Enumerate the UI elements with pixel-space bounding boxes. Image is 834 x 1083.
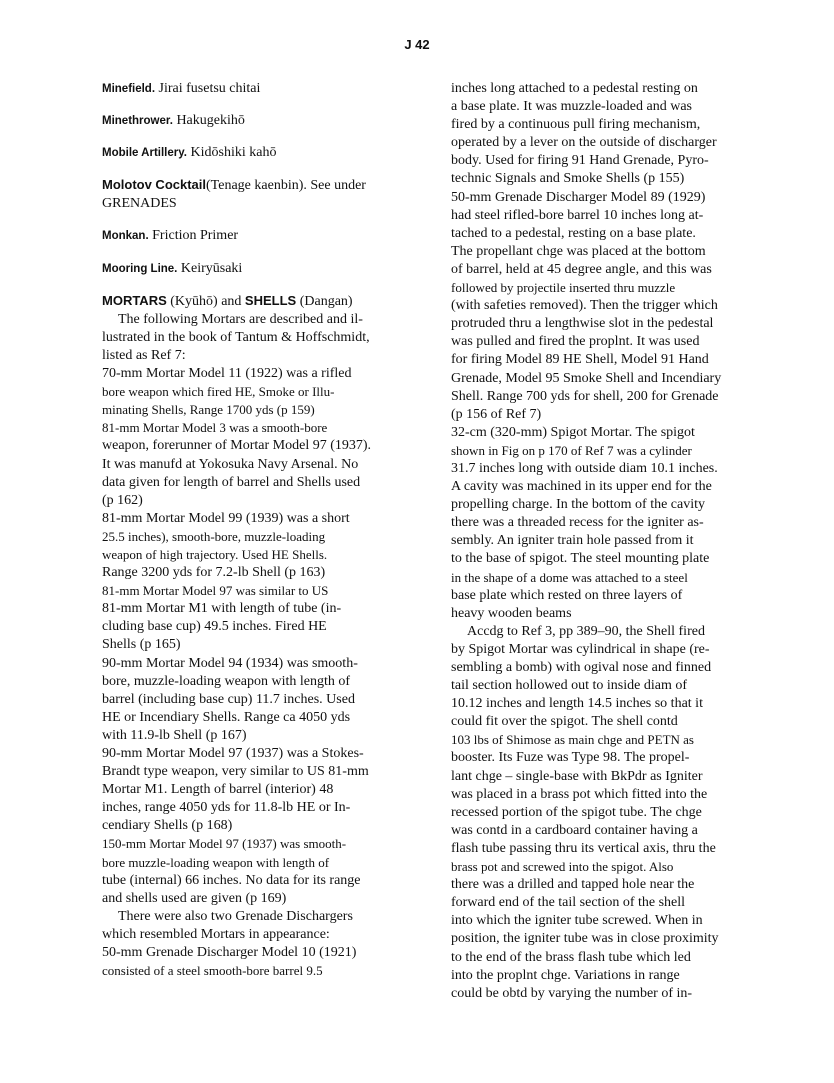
text-line: was placed in a brass pot which fitted into the [451, 786, 708, 802]
right-column [451, 80, 791, 1003]
mortars-heading [102, 292, 432, 311]
text-line: It was manufd at Yokosuka Navy Arsenal. No [102, 456, 359, 472]
text-line: brass pot and screwed into the spigot. Also [451, 859, 674, 875]
text-line: sembly. An igniter train hole passed from it [451, 533, 694, 549]
text-line: 90-mm Mortar Model 97 (1937) was a Stokes- [102, 746, 364, 761]
text-line: 150-mm Mortar Model 97 (1937) was smooth- [102, 836, 347, 852]
text-line: fired by a continuous pull firing mechanism, [451, 117, 701, 133]
text-line: tail section hollowed out to inside diam of [451, 678, 688, 694]
text-line: in the shape of a dome was attached to a steel [451, 569, 688, 585]
text-line: base plate which rested on three layers of [451, 587, 683, 603]
text-line: technic Signals and Smoke Shells (p 155) [451, 171, 685, 187]
page-number: J 42 [404, 37, 430, 52]
heading-mortars: MORTARS [102, 292, 167, 308]
heading-kyuho: (Kyūhō) and [166, 293, 245, 309]
term-text: (Tenage kaenbin). See under [206, 178, 366, 194]
text-line: listed as Ref 7: [102, 347, 186, 363]
text-line: weapon, forerunner of Mortar Model 97 (1937). [102, 438, 372, 454]
text-line: lant chge – single-base with BkPdr as Igniter [451, 768, 703, 784]
text-line: booster. Its Fuze was Type 98. The propel- [451, 750, 690, 766]
text-line: The following Mortars are described and il- [118, 311, 363, 327]
text-line: Accdg to Ref 3, pp 389–90, the Shell fired [467, 623, 705, 639]
text-line: Grenade, Model 95 Smoke Shell and Incendiary [451, 370, 722, 386]
text-line: body. Used for firing 91 Hand Grenade, Pyro- [451, 153, 709, 169]
text-line: inches, range 4050 yds for 11.8-lb HE or In- [102, 800, 351, 816]
text-line: Mortar M1. Length of barrel (interior) 48 [102, 782, 334, 798]
text-line: barrel (including base cup) 11.7 inches. Used [102, 691, 355, 707]
text-line: minating Shells, Range 1700 yds (p 159) [102, 402, 315, 418]
text-line: had steel rifled-bore barrel 10 inches long at- [451, 207, 704, 223]
text-line: 50-mm Grenade Discharger Model 10 (1921) [102, 945, 357, 961]
text-line: tube (internal) 66 inches. No data for its range [102, 872, 361, 888]
text-line: recessed portion of the spigot tube. The chge [451, 804, 702, 820]
glossary-entry-molotov-cocktail [102, 176, 432, 213]
text-line: by Spigot Mortar was cylindrical in shape (re- [451, 641, 710, 657]
text-line: 103 lbs of Shimose as main chge and PETN as [451, 732, 694, 748]
text-line: flash tube passing thru its vertical axis, thru the [451, 840, 716, 856]
text-line: 81-mm Mortar M1 with length of tube (in- [102, 601, 342, 617]
text-line: Shell. Range 700 yds for shell, 200 for Grenade [451, 388, 719, 404]
text-line: The propellant chge was placed at the bottom [451, 243, 706, 259]
text-line: 32-cm (320-mm) Spigot Mortar. The spigot [451, 424, 695, 440]
term-text-continued: GRENADES [102, 196, 177, 212]
term-label: Mobile Artillery. [102, 147, 187, 160]
text-line: to the end of the brass flash tube which led [451, 949, 691, 965]
text-line: (p 162) [102, 492, 143, 508]
text-line: (with safeties removed). Then the trigger which [451, 298, 718, 314]
text-line: a base plate. It was muzzle-loaded and was [451, 99, 693, 115]
term-text: Kidōshiki kahō [187, 145, 277, 161]
text-line: weapon of high trajectory. Used HE Shells. [102, 546, 328, 562]
term-text: Keiryūsaki [177, 260, 243, 276]
text-line: 31.7 inches long with outside diam 10.1 inches. [451, 460, 718, 476]
text-line: cendiary Shells (p 168) [102, 818, 233, 834]
text-line: 25.5 inches), smooth-bore, muzzle-loading [102, 528, 326, 544]
text-line: (p 156 of Ref 7) [451, 406, 542, 422]
text-line: of barrel, held at 45 degree angle, and this was [451, 261, 712, 277]
text-line: propelling charge. In the bottom of the cavity [451, 497, 706, 513]
text-line: data given for length of barrel and Shells used [102, 474, 361, 490]
term-label: Molotov Cocktail [102, 177, 207, 193]
left-column [102, 80, 432, 980]
text-line: heavy wooden beams [451, 605, 572, 621]
text-line: inches long attached to a pedestal resting on [451, 81, 698, 96]
term-label: Minefield. [102, 83, 156, 95]
text-line: A cavity was machined in its upper end for the [451, 479, 712, 495]
glossary-entry-mobile-artillery [102, 144, 432, 162]
term-label: Mooring Line. [102, 262, 178, 275]
text-line: Range 3200 yds for 7.2-lb Shell (p 163) [102, 565, 326, 581]
text-line: 81-mm Mortar Model 97 was similar to US [102, 583, 329, 599]
term-text: Hakugekihō [172, 113, 245, 129]
text-line: 81-mm Mortar Model 3 was a smooth-bore [102, 420, 328, 436]
mortars-right-text [451, 80, 791, 1003]
text-line: HE or Incendiary Shells. Range ca 4050 yds [102, 709, 351, 725]
text-line: there was a threaded recess for the igniter as- [451, 515, 704, 531]
text-line: could be obtd by varying the number of in- [451, 985, 693, 1001]
heading-shells: SHELLS [244, 292, 297, 308]
glossary-entry-mooring-line [102, 260, 432, 278]
text-line: Shells (p 165) [102, 637, 181, 653]
term-text: Jirai fusetsu chitai [155, 81, 261, 96]
heading-dangan: (Dangan) [296, 293, 353, 309]
text-line: followed by projectile inserted thru muzzle [451, 280, 676, 296]
term-text: Friction Primer [148, 228, 239, 244]
text-line: for firing Model 89 HE Shell, Model 91 Hand [451, 352, 709, 368]
text-line: protruded thru a lengthwise slot in the pedestal [451, 316, 714, 332]
text-line: was pulled and fired the proplnt. It was used [451, 334, 700, 350]
text-line: lustrated in the book of Tantum & Hoffschmidt, [102, 329, 370, 345]
term-label: Minethrower. [102, 115, 173, 128]
text-line: which resembled Mortars in appearance: [102, 926, 330, 942]
glossary-entry-monkan [102, 227, 432, 245]
text-line: there was a drilled and tapped hole near the [451, 877, 695, 893]
term-label: Monkan. [102, 230, 149, 243]
text-line: into the proplnt chge. Variations in range [451, 967, 680, 983]
glossary-entry-minethrower [102, 112, 432, 130]
text-line: cluding base cup) 49.5 inches. Fired HE [102, 619, 327, 635]
text-line: into which the igniter tube screwed. When in [451, 913, 703, 929]
text-line: and shells used are given (p 169) [102, 890, 287, 906]
text-line: sembling a bomb) with ogival nose and finned [451, 660, 712, 675]
text-line: could fit over the spigot. The shell contd [451, 714, 678, 730]
glossary-entry-minefield [102, 80, 432, 98]
text-line: 81-mm Mortar Model 99 (1939) was a short [102, 510, 350, 526]
text-line: 50-mm Grenade Discharger Model 89 (1929) [451, 189, 706, 205]
text-line: tached to a pedestal, resting on a base plate. [451, 225, 696, 241]
text-line: 90-mm Mortar Model 94 (1934) was smooth- [102, 655, 358, 671]
mortars-left-text [102, 311, 432, 980]
text-line: to the base of spigot. The steel mounting plate [451, 551, 710, 567]
text-line: bore muzzle-loading weapon with length of [102, 854, 330, 870]
text-line: operated by a lever on the outside of discharger [451, 135, 717, 151]
text-line: 10.12 inches and length 14.5 inches so that it [451, 696, 703, 712]
text-line: bore, muzzle-loading weapon with length of [102, 673, 351, 689]
text-line: with 11.9-lb Shell (p 167) [102, 727, 247, 743]
text-line: There were also two Grenade Dischargers [118, 908, 353, 924]
text-line: was contd in a cardboard container having a [451, 822, 698, 838]
text-line: Brandt type weapon, very similar to US 81-mm [102, 764, 369, 780]
text-line: consisted of a steel smooth-bore barrel 9.5 [102, 963, 323, 979]
text-line: forward end of the tail section of the shell [451, 895, 686, 911]
text-line: shown in Fig on p 170 of Ref 7 was a cylinder [451, 442, 692, 458]
text-line: 70-mm Mortar Model 11 (1922) was a rifled [102, 366, 352, 382]
text-line: bore weapon which fired HE, Smoke or Illu- [102, 384, 335, 400]
text-line: position, the igniter tube was in close proximity [451, 931, 719, 947]
